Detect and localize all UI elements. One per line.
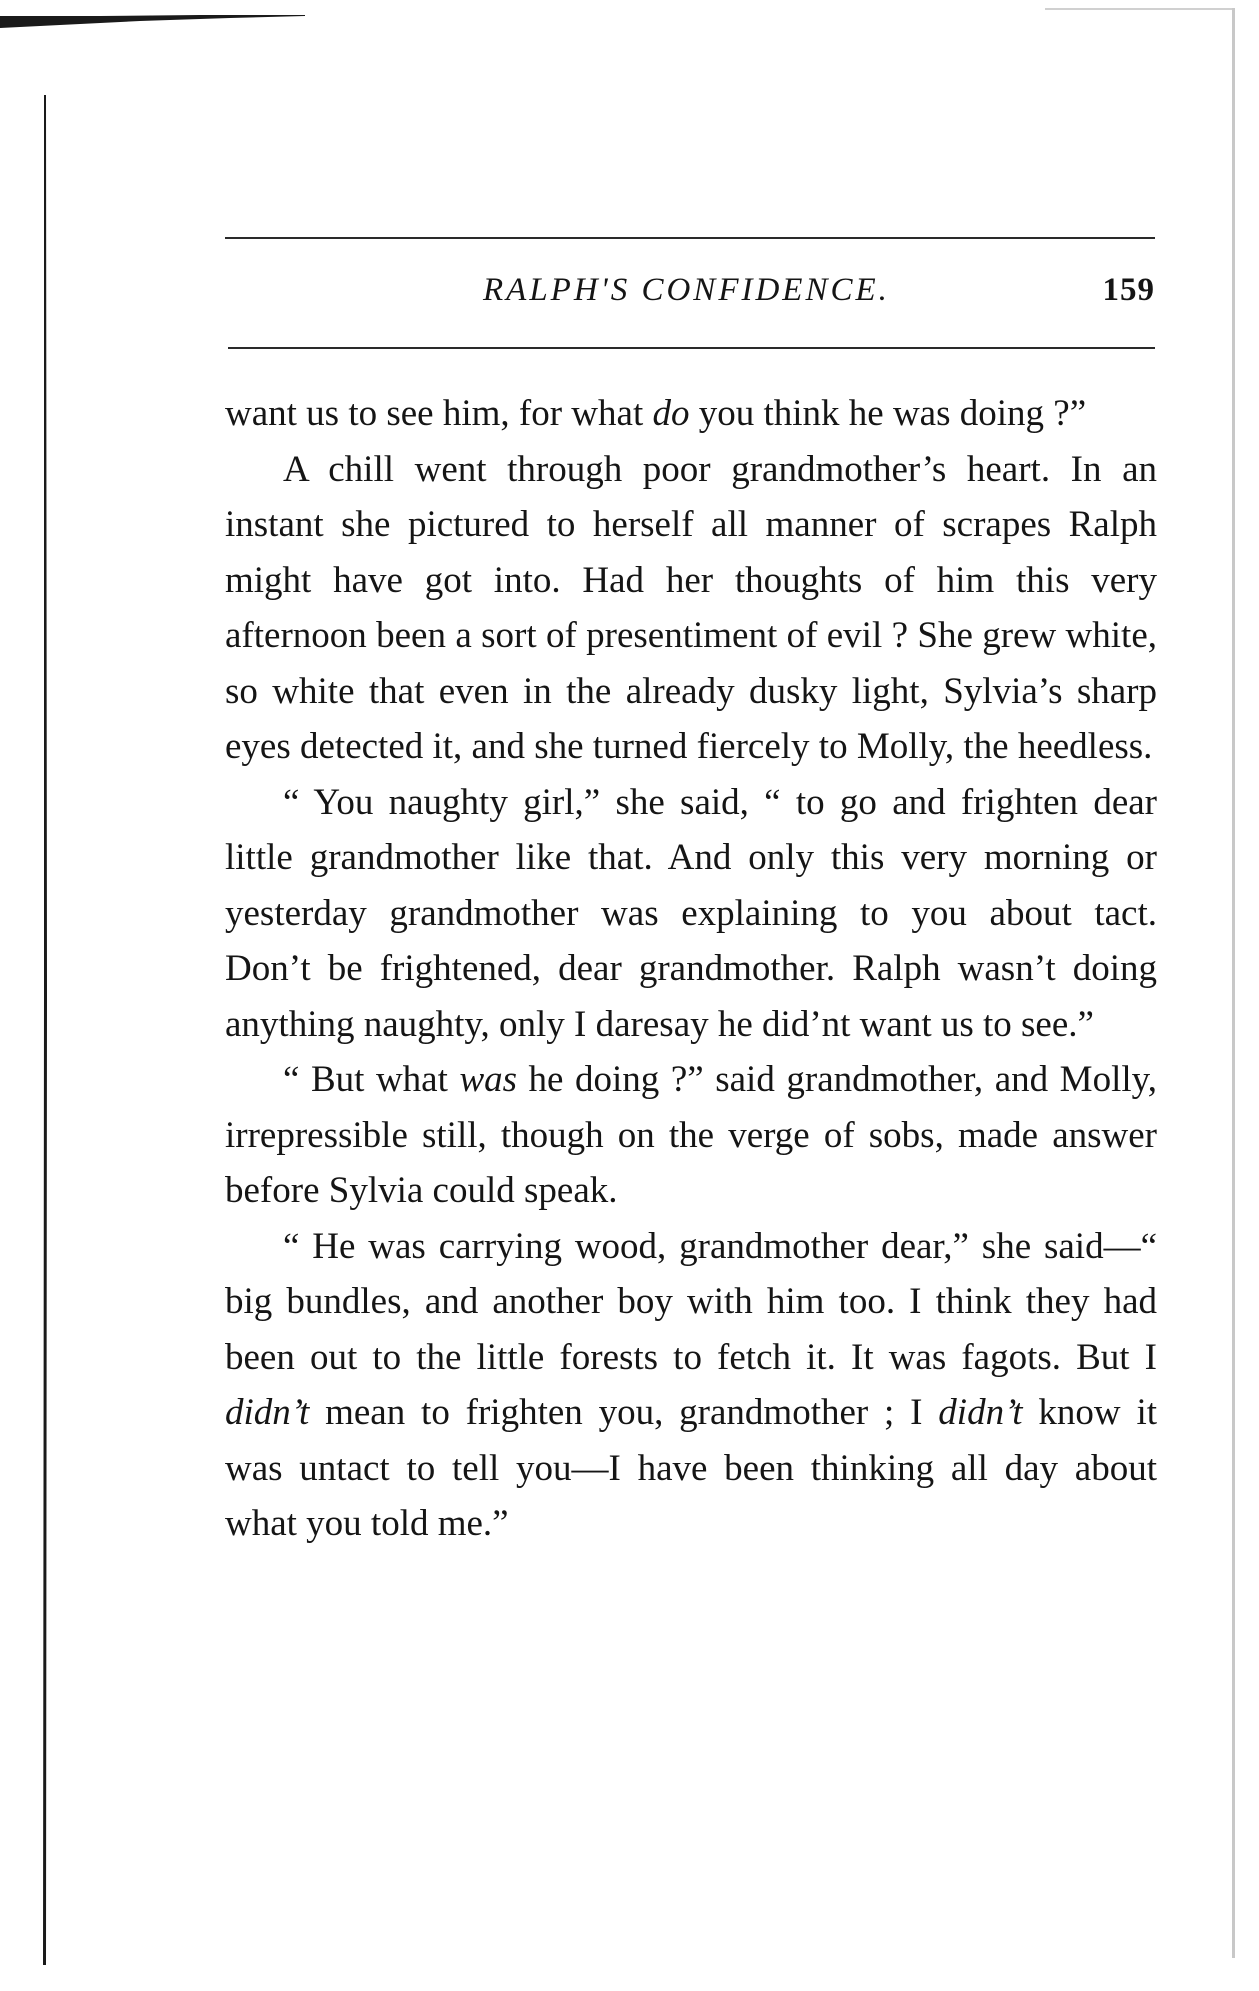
text-run: know it was untact to tell you—I have been thinking all day about what you told me.”: [225, 1392, 1158, 1544]
scan-page-edge-left: [42, 95, 48, 1965]
text-run: “ But what: [283, 1059, 460, 1100]
paragraph: [225, 1052, 1157, 1219]
text-run: “ He was carrying wood, grandmother dear,” she said—“ big bundles, and another boy with him too. I think they had been out to the little forests to fetch it. It was fagots. But I: [225, 1225, 1157, 1378]
paragraph: [225, 1219, 1157, 1552]
scan-page-edge-right: [1232, 8, 1235, 1958]
text-run: you think he was doing ?”: [689, 393, 1087, 434]
paragraph: [225, 442, 1157, 775]
header-rule-bottom: [228, 347, 1155, 349]
text-run: he doing ?” said grandmother, and Molly, irrepressible still, though on the verge of sobs, made answer before Sylvia could speak.: [225, 1059, 1157, 1211]
scan-edge-mark: [0, 14, 305, 34]
text-run: mean to frighten you, grandmother ; I: [309, 1392, 939, 1433]
text-run: want us to see him, for what: [225, 393, 653, 434]
paragraph: [225, 775, 1157, 1053]
body-text: [225, 386, 1157, 1552]
emphasis-run: didn’t: [938, 1392, 1023, 1433]
emphasis-run: didn’t: [225, 1392, 310, 1433]
running-title: RALPH'S CONFIDENCE.: [483, 272, 890, 308]
emphasis-run: was: [459, 1059, 518, 1100]
text-run: A chill went through poor grandmother’s heart. In an instant she pictured to herself all manner of scrapes Ralph might have got into. Had her thoughts of him this very afternoon been a sort of presentiment of evil ? She grew white, so white that even in the already dusky light, Sylvia’s sharp eyes detected it, and she turned fiercely to Molly, the heedless.: [225, 448, 1157, 767]
running-head: [228, 272, 1155, 322]
emphasis-run: do: [652, 393, 690, 434]
scan-page-edge-top-right: [1045, 8, 1235, 10]
text-run: “ You naughty girl,” she said, “ to go and frighten dear little grandmother like that. And only this very morning or yesterday grandmother was explaining to you about tact. Don’t be frightened, dear grandmother. Ralph wasn’t doing anything naughty, only I daresay he did’nt want us to see.”: [225, 781, 1157, 1045]
paragraph: [225, 386, 1157, 442]
header-rule-top: [225, 237, 1155, 239]
page-number: 159: [1102, 272, 1155, 308]
